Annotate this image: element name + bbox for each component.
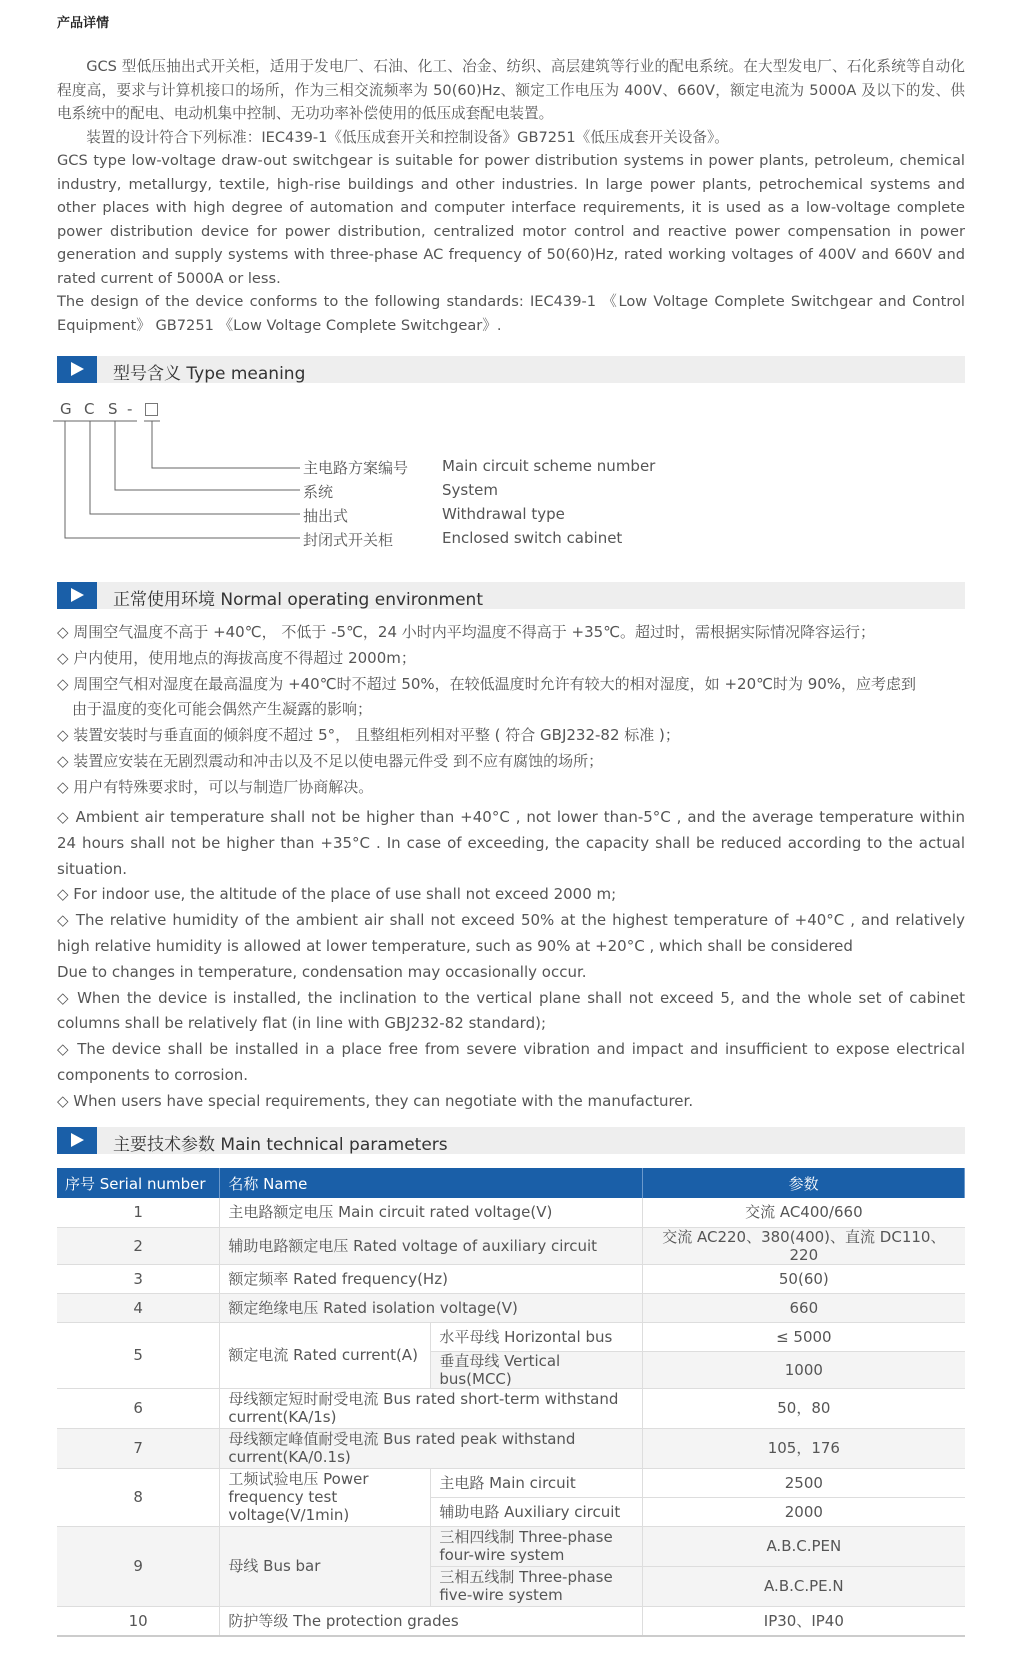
name-cell: 额定绝缘电压 Rated isolation voltage(V): [220, 1293, 643, 1322]
serial-cell: 6: [57, 1388, 220, 1428]
intro-en-paragraph-2: The design of the device conforms to the following standards: IEC439-1 《Low Voltage Complete Switchgear and Control Equipment》 GB7251 《Low Voltage Complete Switchgear》.: [57, 293, 965, 334]
intro-en-paragraph-1: GCS type low-voltage draw-out switchgear is suitable for power distribution systems in power plants, petroleum, chemical industry, metallurgy, textile, high-rise buildings and other industries. In large power plants, petrochemical systems and other places with high degree of automation and computer interface requirements, it is used as a low-voltage complete power distribution device for power distribution, centralized motor control and reactive power compensation in power generation and supply systems with three-phase AC frequency of 50(60)Hz, rated working voltages of 400V and 660V and rated current of 5000A or less.: [57, 152, 965, 287]
value-cell: 2500: [643, 1468, 965, 1497]
name-cell: 辅助电路额定电压 Rated voltage of auxiliary circuit: [220, 1227, 643, 1264]
sub-name-cell: 三相五线制 Three-phase five-wire system: [431, 1566, 643, 1606]
sub-name-cell: 辅助电路 Auxiliary circuit: [431, 1497, 643, 1526]
table-row: [57, 1428, 965, 1468]
env-en-item: ◇ When the device is installed, the inclination to the vertical plane shall not exceed 5, and the whole set of cabinet columns shall be relatively flat (in line with GBJ232-82 standard);: [57, 988, 965, 1033]
env-en-item: ◇ The relative humidity of the ambient air shall not exceed 50% at the highest temperature of +40°C , and relatively high relative humidity is allowed at lower temperature, such as 90% at +20°C , which shall be considered: [57, 911, 965, 955]
serial-cell: 8: [57, 1468, 220, 1526]
type-item-cn-scheme: 主电路方案编号: [303, 459, 409, 477]
value-cell: A.B.C.PEN: [643, 1526, 965, 1566]
serial-cell: 10: [57, 1606, 220, 1636]
section-header-parameters: [57, 1127, 965, 1154]
env-en-item: ◇ When users have special requirements, they can negotiate with the manufacturer.: [57, 1091, 694, 1110]
table-row: [57, 1198, 965, 1227]
leader-line-system: [115, 421, 300, 490]
type-item-en-withdrawal: Withdrawal type: [442, 505, 565, 523]
table-row: [57, 1468, 965, 1497]
table-row: [57, 1606, 965, 1636]
type-meaning-diagram: [0, 0, 1021, 560]
serial-cell: 2: [57, 1227, 220, 1264]
serial-cell: 3: [57, 1264, 220, 1293]
intro-cn-paragraph-1: GCS 型低压抽出式开关柜，适用于发电厂、石油、化工、冶金、纺织、高层建筑等行业的配电系统。在大型发电厂、石化系统等自动化程度高，要求与计算机接口的场所，作为三相交流频率为 50(60)Hz、额定工作电压为 400V、660V，额定电流为 5000A 及以下的发、供电系统中的配电、电动机集中控制、无功功率补偿使用的低压成套配电装置。: [57, 58, 965, 122]
value-cell: 2000: [643, 1497, 965, 1526]
play-triangle-icon: [57, 582, 97, 609]
section-title: 正常使用环境 Normal operating environment: [113, 590, 483, 610]
name-cell: 母线 Bus bar: [220, 1526, 431, 1606]
leader-line-enclosed: [65, 421, 300, 538]
value-cell: 交流 AC400/660: [643, 1198, 965, 1227]
code-dash: -: [127, 400, 133, 418]
env-cn-item: ◇ 户内使用，使用地点的海拔高度不得超过 2000m；: [57, 648, 416, 667]
header-serial-number: 序号 Serial number: [57, 1168, 220, 1198]
section-title: 主要技术参数 Main technical parameters: [113, 1135, 448, 1155]
code-letter-c: C: [84, 400, 95, 418]
type-item-cn-enclosed: 封闭式开关柜: [303, 531, 394, 549]
serial-cell: 9: [57, 1526, 220, 1606]
serial-cell: 5: [57, 1322, 220, 1388]
table-header-row: [57, 1168, 965, 1198]
sub-name-cell: 主电路 Main circuit: [431, 1468, 643, 1497]
value-cell: 50，80: [643, 1388, 965, 1428]
value-cell: 交流 AC220、380(400)、直流 DC110、220: [643, 1227, 965, 1264]
section-title: 型号含义 Type meaning: [113, 364, 306, 384]
name-cell: 额定频率 Rated frequency(Hz): [220, 1264, 643, 1293]
env-cn-item: ◇ 用户有特殊要求时，可以与制造厂协商解决。: [57, 777, 374, 796]
type-item-cn-withdrawal: 抽出式: [303, 507, 349, 525]
value-cell: ≤ 5000: [643, 1322, 965, 1351]
serial-cell: 1: [57, 1198, 220, 1227]
env-en-item: ◇ The device shall be installed in a place free from severe vibration and impact and insufficient to expose electrical components to corrosion.: [57, 1040, 965, 1084]
name-cell: 主电路额定电压 Main circuit rated voltage(V): [220, 1198, 643, 1227]
table-row: [57, 1264, 965, 1293]
env-cn-item: ◇ 周围空气相对湿度在最高温度为 +40℃时不超过 50%，在较低温度时允许有较大的相对湿度，如 +20℃时为 90%，应考虑到: [57, 674, 917, 693]
env-cn-item: ◇ 装置安装时与垂直面的倾斜度不超过 5°， 且整组柜列相对平整 ( 符合 GBJ232-82 标准 )；: [57, 726, 680, 745]
header-name: 名称 Name: [220, 1168, 643, 1198]
value-cell: 660: [643, 1293, 965, 1322]
name-cell: 额定电流 Rated current(A): [220, 1322, 431, 1388]
section-header-environment: [57, 582, 965, 609]
serial-cell: 7: [57, 1428, 220, 1468]
table-row: [57, 1293, 965, 1322]
environment-cn-list: [57, 620, 965, 801]
parameters-table: [57, 1168, 965, 1637]
leader-line-scheme: [152, 421, 300, 468]
env-cn-item-continued: 由于温度的变化可能会偶然产生凝露的影响；: [72, 700, 373, 719]
value-cell: A.B.C.PE.N: [643, 1566, 965, 1606]
env-en-item: Due to changes in temperature, condensation may occasionally occur.: [57, 962, 587, 981]
name-cell: 工频试验电压 Power frequency test voltage(V/1min): [220, 1468, 431, 1526]
header-parameter: 参数: [643, 1168, 965, 1198]
type-item-cn-system: 系统: [303, 483, 334, 501]
env-cn-item: ◇ 装置应安装在无剧烈震动和冲击以及不足以使电器元件受 到不应有腐蚀的场所；: [57, 751, 604, 770]
value-cell: 50(60): [643, 1264, 965, 1293]
table-row: [57, 1322, 965, 1351]
sub-name-cell: 垂直母线 Vertical bus(MCC): [431, 1351, 643, 1388]
env-en-item: ◇ For indoor use, the altitude of the place of use shall not exceed 2000 m;: [57, 885, 617, 904]
code-letter-s: S: [108, 400, 118, 418]
type-item-en-scheme: Main circuit scheme number: [442, 457, 656, 475]
environment-en-list: [57, 805, 965, 1115]
value-cell: 105，176: [643, 1428, 965, 1468]
value-cell: IP30、IP40: [643, 1606, 965, 1636]
sub-name-cell: 三相四线制 Three-phase four-wire system: [431, 1526, 643, 1566]
play-triangle-icon: [57, 1127, 97, 1154]
table-row: [57, 1227, 965, 1264]
page-title: 产品详情: [57, 16, 110, 31]
type-item-en-enclosed: Enclosed switch cabinet: [442, 529, 623, 547]
name-cell: 母线额定短时耐受电流 Bus rated short-term withstand current(KA/1s): [220, 1388, 643, 1428]
intro-cn-paragraph-2: 装置的设计符合下列标准：IEC439-1《低压成套开关和控制设备》GB7251《低压成套开关设备》。: [86, 128, 729, 146]
env-cn-item: ◇ 周围空气温度不高于 +40℃， 不低于 -5℃，24 小时内平均温度不得高于 +35℃。超过时，需根据实际情况降容运行；: [57, 623, 876, 641]
name-cell: 防护等级 The protection grades: [220, 1606, 643, 1636]
serial-cell: 4: [57, 1293, 220, 1322]
value-cell: 1000: [643, 1351, 965, 1388]
env-en-item: ◇ Ambient air temperature shall not be higher than +40°C , not lower than-5°C , and the average temperature within 24 hours shall not be higher than +35°C . In case of exceeding, the capacity shall be reduced according to the actual situation.: [57, 808, 965, 878]
table-row: [57, 1388, 965, 1428]
table-row: [57, 1526, 965, 1566]
sub-name-cell: 水平母线 Horizontal bus: [431, 1322, 643, 1351]
type-item-en-system: System: [442, 481, 498, 499]
code-letter-g: G: [60, 400, 72, 418]
name-cell: 母线额定峰值耐受电流 Bus rated peak withstand current(KA/0.1s): [220, 1428, 643, 1468]
